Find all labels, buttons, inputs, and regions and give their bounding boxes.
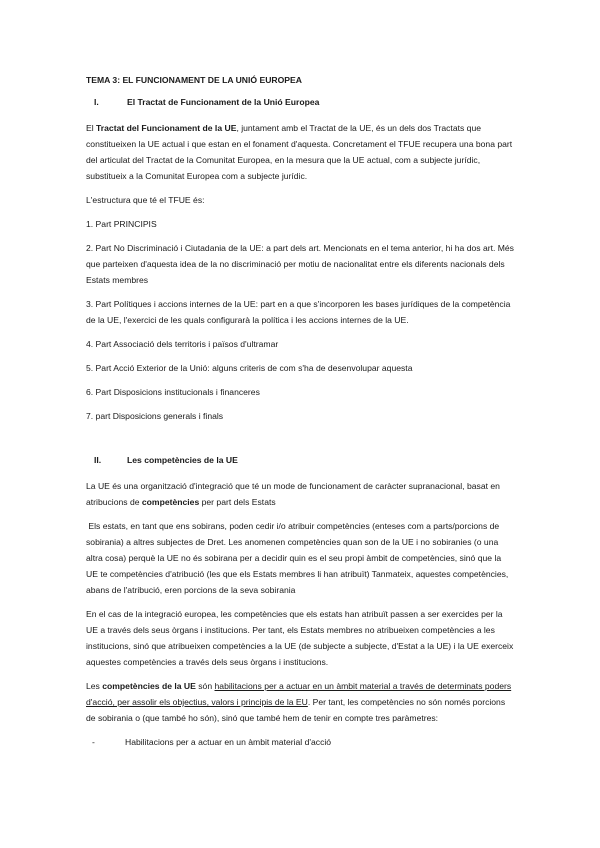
section-2-heading: [86, 452, 514, 468]
bullet-dash: -: [92, 737, 95, 747]
part-item-1: 1. Part PRINCIPIS: [86, 219, 157, 229]
p4-text-underlined: habilitacions per a actuar en un àmbit material a través de determinats poders d'acció, per assolir els objectius, valors i principis de la EU: [86, 681, 512, 707]
part-item-5: 5. Part Acció Exterior de la Unió: alguns criteris de com s'ha de desenvolupar aquesta: [86, 363, 413, 373]
bullet-item-text: Habilitacions per a actuar en un àmbit material d'acció: [125, 737, 332, 747]
intro-text-bold: Tractat del Funcionament de la UE: [96, 123, 237, 133]
bullet-item-1: [86, 734, 514, 750]
section-1-title: El Tractat de Funcionament de la Unió Europea: [127, 97, 320, 107]
p4-text-pre: Les: [86, 681, 103, 691]
section-1-heading: [86, 94, 514, 110]
intro-text-pre: El: [86, 123, 97, 133]
p1-text-pre: La UE és una organització d'integració que té un mode de funcionament de caràcter supranacional, basat en atribucions de: [86, 481, 500, 507]
structure-lead: L'estructura que té el TFUE és:: [86, 195, 205, 205]
section-spacer: [86, 432, 514, 452]
part-item-7: 7. part Disposicions generals i finals: [86, 411, 224, 421]
p1-text-bold: competències: [141, 497, 200, 507]
part-item-3: 3. Part Polítiques i accions internes de la UE: part en a que s'incorporen les bases jurídiques de la competència de la UE, l'exercici de les quals configurarà la política i les accions internes de la UE.: [86, 299, 511, 325]
document-title: TEMA 3: EL FUNCIONAMENT DE LA UNIÓ EUROPEA: [86, 75, 302, 85]
section-2-paragraph-2: Els estats, en tant que ens sobirans, poden cedir i/o atribuir competències (enteses com a parts/porcions de sobirania) a altres subjectes de Dret. Les anomenen competències quan son de la UE i no sobiranies (o una altra cosa) perquè la UE no és sobirana per a decidir quin es el seu propi àmbit de competències, sinó que la UE te competències d'atribució (les que els Estats membres li han atribuït) Tanmateix, aquestes competències, abans de l'atribució, eren porcions de la seva sobirania: [86, 521, 511, 595]
section-2-paragraph-4: [86, 678, 514, 726]
section-1-intro: [86, 120, 514, 184]
section-2-paragraph-3: En el cas de la integració europea, les competències que els estats han atribuït passen a ser exercides per la UE a través dels seus òrgans i institucions. Per tant, els Estats membres no atribueixen competències a les institucions, sinó que atribueixen competències a la UE (de subjecte a subjecte, d'Estat a la UE) i la UE exerceix aquestes competències a través dels seus òrgans i institucions.: [86, 609, 514, 667]
p4-text-bold: competències de la UE: [102, 681, 196, 691]
intro-text-post: , juntament amb el Tractat de la UE, és un dels dos Tractats que constitueixen la UE actual i que estan en el fonament d'aquesta. Concretament el TFUE recupera una bona part del articulat del Tractat de la Comunitat Europea, en la mesura que la UE actual, com a subjecte jurídic, substitueix a la Comunitat Europea com a subjecte jurídic.: [86, 123, 513, 181]
p4-text-mid: són: [195, 681, 215, 691]
section-1-number: I.: [94, 97, 99, 107]
section-2-paragraph-1: [86, 478, 514, 510]
section-2-title: Les competències de la UE: [127, 455, 238, 465]
p1-text-post: per part dels Estats: [199, 497, 276, 507]
part-item-6: 6. Part Disposicions institucionals i financeres: [86, 387, 260, 397]
part-item-4: 4. Part Associació dels territoris i països d'ultramar: [86, 339, 279, 349]
section-2-number: II.: [94, 455, 102, 465]
p4-text-post: . Per tant, les competències no són només porcions de sobirania o (que també ho són), sinó que també hem de tenir en compte tres paràmetres:: [86, 697, 506, 723]
part-item-2: 2. Part No Discriminació i Ciutadania de la UE: a part dels art. Mencionats en el tema anterior, hi ha dos art. Més que parteixen d'aquesta idea de la no discriminació per motiu de nacionalitat entre els diferents nacionals dels Estats membres: [86, 243, 514, 285]
